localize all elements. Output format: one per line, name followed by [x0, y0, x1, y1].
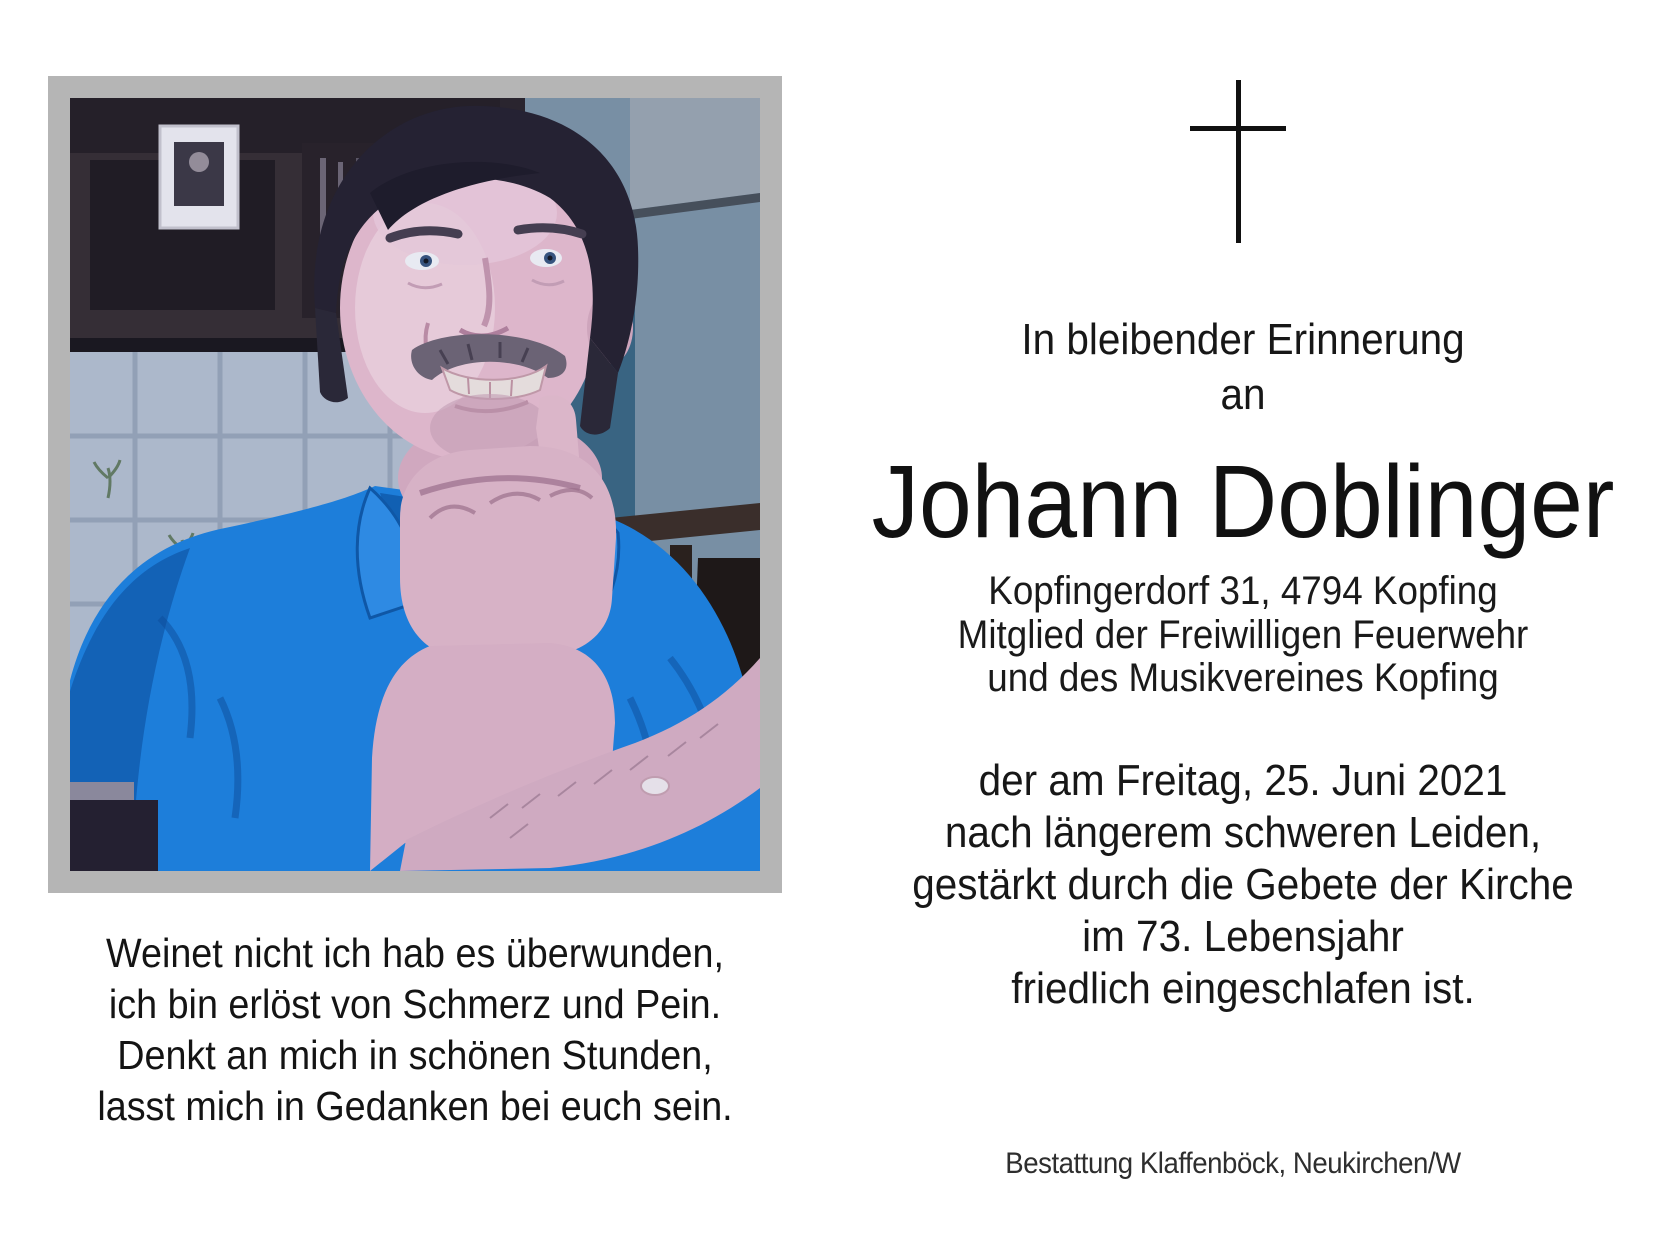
memorial-text-column [828, 0, 1658, 1241]
address-block [861, 570, 1625, 701]
death-detail-line: im 73. Lebensjahr [1082, 912, 1404, 961]
poem [61, 928, 769, 1132]
remembrance-line: an [1220, 370, 1266, 419]
address-line: Kopfingerdorf 31, 4794 Kopfing [988, 569, 1498, 613]
portrait-photo [70, 98, 760, 871]
death-detail-line: gestärkt durch die Gebete der Kirche [912, 860, 1574, 909]
death-details [861, 755, 1625, 1015]
remembrance-intro [861, 312, 1625, 422]
poem-line: Weinet nicht ich hab es überwunden, [106, 930, 724, 976]
death-detail-line: der am Freitag, 25. Juni 2021 [978, 756, 1508, 805]
death-detail-line: nach längerem schweren Leiden, [944, 808, 1542, 857]
poem-line: Denkt an mich in schönen Stunden, [117, 1032, 713, 1078]
deceased-name: Johann Doblinger [871, 444, 1615, 559]
poem-line: ich bin erlöst von Schmerz und Pein. [108, 981, 722, 1027]
remembrance-line: In bleibender Erinnerung [1021, 315, 1465, 364]
funeral-home-line: Bestattung Klaffenböck, Neukirchen/W [1005, 1147, 1461, 1180]
membership-line: Mitglied der Freiwilligen Feuerwehr [957, 612, 1529, 657]
membership-line: und des Musikvereines Kopfing [987, 656, 1499, 700]
cross-icon [1190, 80, 1286, 243]
photo-frame [48, 76, 782, 893]
death-detail-line: friedlich eingeschlafen ist. [1011, 964, 1475, 1013]
poem-line: lasst mich in Gedanken bei euch sein. [97, 1083, 733, 1129]
